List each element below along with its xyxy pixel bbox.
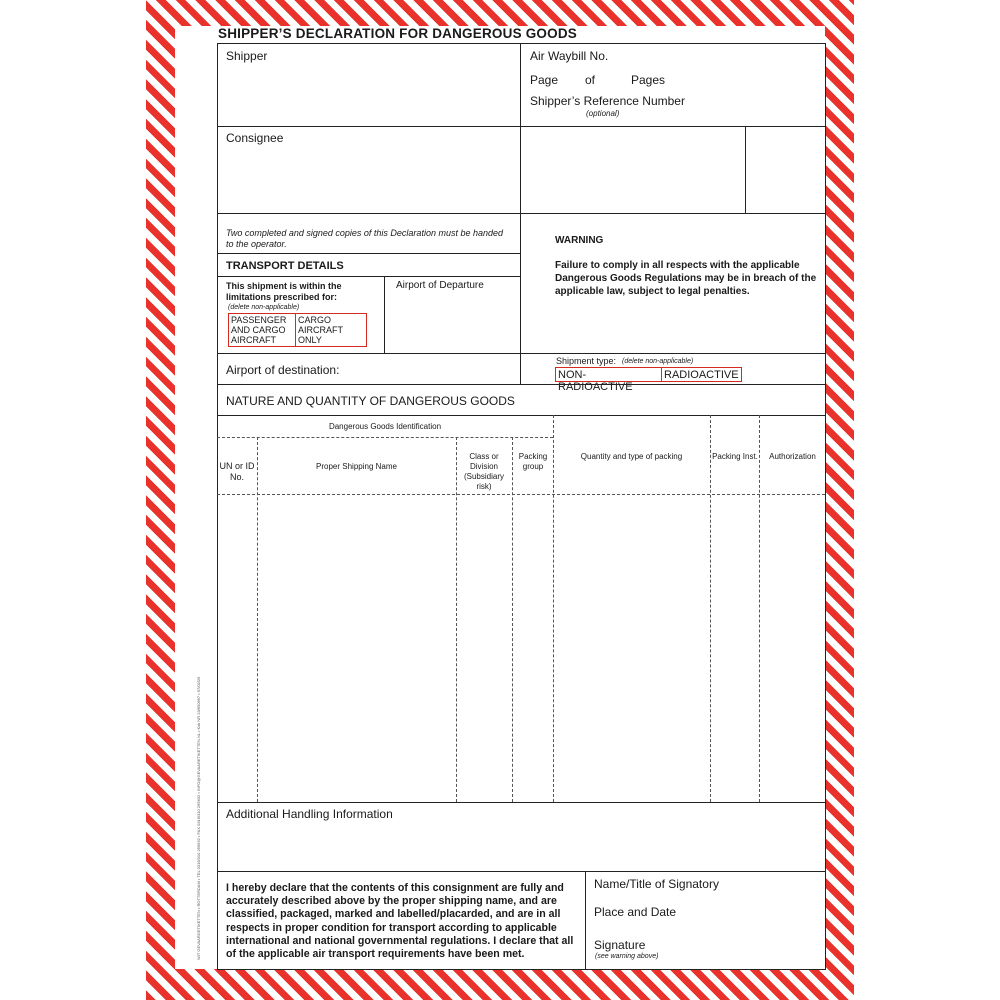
table-header-bottom <box>217 494 825 495</box>
airport-destination-label: Airport of destination: <box>226 363 340 377</box>
of-label: of <box>585 73 596 87</box>
line-table-top <box>217 415 826 416</box>
limitations-text: This shipment is within the limitations prescribed for: <box>226 281 342 302</box>
signature-label: Signature <box>594 938 646 952</box>
shipment-type-label: Shipment type: <box>556 356 617 366</box>
consignee-inner-divider <box>745 126 746 213</box>
transport-details-heading: TRANSPORT DETAILS <box>226 260 344 272</box>
col-divider-6 <box>759 415 760 802</box>
dg-identification-divider <box>217 437 553 438</box>
col-divider-3 <box>512 437 513 802</box>
declaration-divider <box>585 871 586 969</box>
warning-text: Failure to comply in all respects with the applicable Dangerous Goods Regulations may be in breach of the applicable law, subject to legal penalties. <box>555 260 817 297</box>
line-transport-bottom <box>217 276 520 277</box>
place-date-label: Place and Date <box>594 905 677 919</box>
consignee-label: Consignee <box>226 131 284 145</box>
col-authorization: Authorization <box>769 452 816 461</box>
option-non-radioactive[interactable]: NON-RADIOACTIVE <box>555 367 662 382</box>
form-sheet <box>175 26 825 969</box>
air-waybill-label: Air Waybill No. <box>530 49 609 63</box>
col-quantity-type: Quantity and type of packing <box>580 452 683 461</box>
option-cargo-only[interactable]: CARGO AIRCRAFT ONLY <box>295 313 367 347</box>
shipment-delete-note: (delete non-applicable) <box>622 358 694 365</box>
col-class-division: Class or Division (Subsidiary risk) <box>463 452 504 491</box>
col-un-id: UN or ID No. <box>219 461 255 482</box>
declaration-text: I hereby declare that the contents of this consignment are fully and accurately described above by the proper shipping name, and are classified, packaged, marked and labelled/placarded, and are in all respects in proper condition for transport according to applicable international and national governmental regulations. I declare that all of the applicable air transport requirements have been met. <box>226 882 574 961</box>
col-divider-4 <box>553 415 554 802</box>
line-destination-top <box>217 353 826 354</box>
frame-top <box>217 43 826 44</box>
copies-note: Two completed and signed copies of this Declaration must be handed to the operator. <box>226 228 503 249</box>
col-packing-group: Packing group <box>518 452 548 471</box>
page-label: Page <box>530 73 559 87</box>
frame-left <box>217 43 218 969</box>
pages-label: Pages <box>631 73 666 87</box>
printer-imprint: WIT GEVAARGETIKETTEN • ROTTERDAM • TEL 0316/310 265632 • FAX 0316/310 265632 • INFO@GEVAARETIKETTEN.NL • Kvk NR 23/650667 • 97/02/26 <box>196 676 201 960</box>
transport-inner-divider <box>384 276 385 353</box>
warning-title: WARNING <box>555 235 604 246</box>
dg-identification-heading: Dangerous Goods Identification <box>328 422 442 431</box>
optional-note: (optional) <box>586 109 620 118</box>
frame-bottom <box>217 969 826 970</box>
frame-right <box>825 43 826 969</box>
option-radioactive[interactable]: RADIOACTIVE <box>661 367 742 382</box>
additional-handling-label: Additional Handling Information <box>226 807 393 821</box>
airport-departure-label: Airport of Departure <box>396 280 484 291</box>
shipper-reference-label: Shipper’s Reference Number <box>530 94 685 108</box>
col-packing-inst: Packing Inst. <box>712 452 758 461</box>
option-passenger-cargo[interactable]: PASSENGER AND CARGO AIRCRAFT <box>228 313 296 347</box>
col-proper-shipping-name: Proper Shipping Name <box>316 462 397 471</box>
line-consignee-top <box>217 126 826 127</box>
line-declaration-top <box>217 871 826 872</box>
nature-heading: NATURE AND QUANTITY OF DANGEROUS GOODS <box>226 394 515 408</box>
line-transport-top <box>217 253 520 254</box>
line-nature-top <box>217 384 826 385</box>
shipper-label: Shipper <box>226 49 268 63</box>
col-divider-1 <box>257 437 258 802</box>
delete-note: (delete non-applicable) <box>228 304 300 311</box>
line-table-bottom <box>217 802 826 803</box>
col-divider-2 <box>456 437 457 802</box>
name-title-label: Name/Title of Signatory <box>594 877 719 891</box>
col-divider-5 <box>710 415 711 802</box>
line-consignee-bottom <box>217 213 826 214</box>
signature-note: (see warning above) <box>595 953 659 960</box>
form-title: SHIPPER’S DECLARATION FOR DANGEROUS GOODS <box>218 26 577 41</box>
